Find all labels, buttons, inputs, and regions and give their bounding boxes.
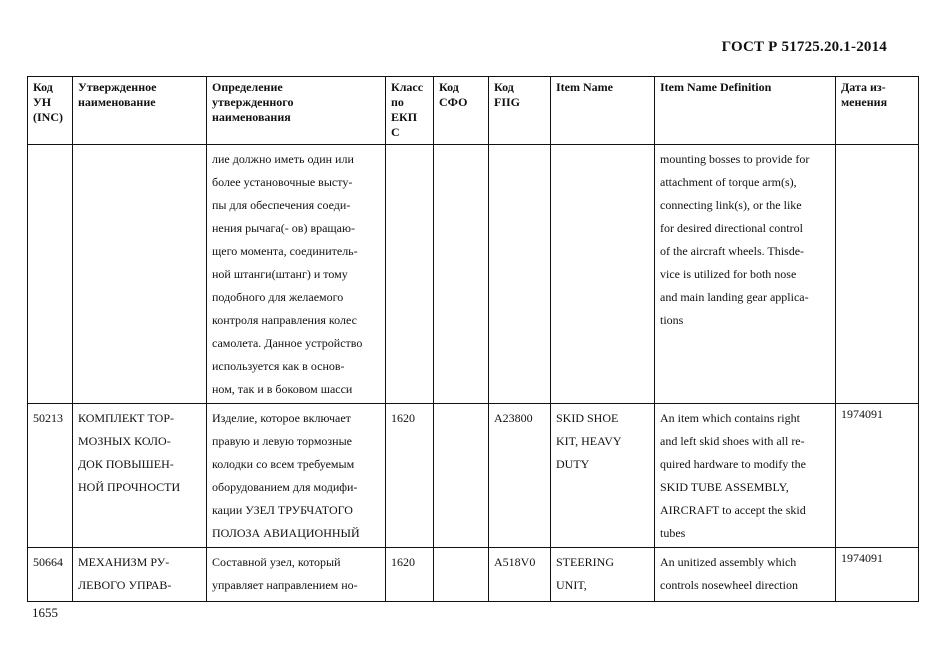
text-line: vice is utilized for both nose	[660, 267, 797, 281]
text-line: оборудованием для модифи-	[212, 480, 358, 494]
text-line: используется как в основ-	[212, 359, 345, 373]
cell-item-name-definition	[655, 145, 836, 404]
cell-item-name-definition	[655, 548, 836, 602]
text-line: An item which contains right	[660, 411, 800, 425]
table-row	[28, 548, 919, 602]
text-line: connecting link(s), or the like	[660, 198, 802, 212]
text-line: щего момента, соединитель-	[212, 244, 358, 258]
cell-item-name	[551, 145, 655, 404]
cell-change-date	[836, 145, 919, 404]
text-line: tions	[660, 313, 684, 327]
column-header-name-definition	[207, 77, 386, 145]
text-line: An unitized assembly which	[660, 555, 797, 569]
text-line: quired hardware to modify the	[660, 457, 806, 471]
table-row	[28, 145, 919, 404]
text-line: наименование	[78, 95, 156, 109]
text-line: менения	[841, 95, 888, 109]
cell-approved-name	[73, 548, 207, 602]
text-line: утвержденного	[212, 95, 294, 109]
document-code: ГОСТ Р 51725.20.1-2014	[721, 39, 887, 55]
column-header-item-name	[551, 77, 655, 145]
text-line: Код	[33, 80, 53, 94]
text-line: МЕХАНИЗМ РУ-	[78, 555, 170, 569]
cell-fiig-code: A518V0	[489, 548, 551, 602]
text-line: подобного для желаемого	[212, 290, 344, 304]
table-header-row	[28, 77, 919, 145]
text-line: УН	[33, 95, 52, 109]
text-line: UNIT,	[556, 578, 587, 592]
text-line: ЕКП	[391, 110, 418, 124]
text-line: controls nosewheel direction	[660, 578, 798, 592]
column-header-change-date	[836, 77, 919, 145]
page-number: 1655	[32, 605, 58, 620]
text-line: по	[391, 95, 404, 109]
text-line: ДОК ПОВЫШЕН-	[78, 457, 174, 471]
text-line: SKID SHOE	[556, 411, 619, 425]
text-line: for desired directional control	[660, 221, 803, 235]
text-line: колодки со всем требуемым	[212, 457, 355, 471]
text-line: С	[391, 125, 400, 139]
text-line: лие должно иметь один или	[212, 152, 354, 166]
column-header-sfo-code	[434, 77, 489, 145]
text-line: Определение	[212, 80, 283, 94]
text-line: attachment of torque arm(s),	[660, 175, 797, 189]
cell-inc-code	[28, 145, 73, 404]
text-line: Изделие, которое включает	[212, 411, 351, 425]
cell-sfo-code	[434, 404, 489, 548]
text-line: AIRCRAFT to accept the skid	[660, 503, 806, 517]
cell-item-name	[551, 548, 655, 602]
cell-inc-code: 50664	[28, 548, 73, 602]
text-line: of the aircraft wheels. Thisde-	[660, 244, 805, 258]
column-header-ekps-class	[386, 77, 434, 145]
text-line: STEERING	[556, 555, 614, 569]
cell-ekps-class: 1620	[386, 404, 434, 548]
text-line: пы для обеспечения соеди-	[212, 198, 351, 212]
text-line: DUTY	[556, 457, 590, 471]
text-line: СФО	[439, 95, 468, 109]
column-header-item-name-definition	[655, 77, 836, 145]
table-row	[28, 404, 919, 548]
text-line: более установочные высту-	[212, 175, 353, 189]
text-line: нения рычага(- ов) вращаю-	[212, 221, 355, 235]
cell-name-definition	[207, 145, 386, 404]
text-line: Item Name Definition	[660, 80, 772, 94]
text-line: ПОЛОЗА АВИАЦИОННЫЙ	[212, 526, 360, 540]
cell-item-name	[551, 404, 655, 548]
text-line: and left skid shoes with all re-	[660, 434, 805, 448]
text-line: tubes	[660, 526, 686, 540]
text-line: самолета. Данное устройство	[212, 336, 363, 350]
cell-fiig-code	[489, 145, 551, 404]
text-line: SKID TUBE ASSEMBLY,	[660, 480, 789, 494]
text-line: наименования	[212, 110, 291, 124]
text-line: ЛЕВОГО УПРАВ-	[78, 578, 172, 592]
column-header-approved-name	[73, 77, 207, 145]
text-line: Составной узел, который	[212, 555, 341, 569]
text-line: НОЙ ПРОЧНОСТИ	[78, 480, 181, 494]
cell-change-date: 1974091	[836, 548, 919, 602]
cell-sfo-code	[434, 548, 489, 602]
cell-approved-name	[73, 145, 207, 404]
text-line: ном, так и в боковом шасси	[212, 382, 353, 396]
cell-change-date: 1974091	[836, 404, 919, 548]
text-line: FIIG	[494, 95, 521, 109]
text-line: управляет направлением но-	[212, 578, 358, 592]
cell-ekps-class: 1620	[386, 548, 434, 602]
text-line: Класс	[391, 80, 424, 94]
nomenclature-table	[27, 76, 919, 602]
cell-name-definition	[207, 404, 386, 548]
text-line: кации УЗЕЛ ТРУБЧАТОГО	[212, 503, 353, 517]
cell-name-definition	[207, 548, 386, 602]
text-line: and main landing gear applica-	[660, 290, 809, 304]
cell-item-name-definition	[655, 404, 836, 548]
column-header-inc-code	[28, 77, 73, 145]
text-line: МОЗНЫХ КОЛО-	[78, 434, 171, 448]
cell-fiig-code: A23800	[489, 404, 551, 548]
text-line: KIT, HEAVY	[556, 434, 622, 448]
text-line: Дата из-	[841, 80, 886, 94]
text-line: Код	[494, 80, 514, 94]
text-line: правую и левую тормозные	[212, 434, 352, 448]
column-header-fiig-code	[489, 77, 551, 145]
text-line: Код	[439, 80, 459, 94]
text-line: mounting bosses to provide for	[660, 152, 810, 166]
text-line: КОМПЛЕКТ ТОР-	[78, 411, 175, 425]
cell-sfo-code	[434, 145, 489, 404]
text-line: (INC)	[33, 110, 63, 124]
text-line: ной штанги(штанг) и тому	[212, 267, 348, 281]
text-line: Утвержденное	[78, 80, 157, 94]
cell-inc-code: 50213	[28, 404, 73, 548]
cell-approved-name	[73, 404, 207, 548]
cell-ekps-class	[386, 145, 434, 404]
text-line: Item Name	[556, 80, 613, 94]
text-line: контроля направления колес	[212, 313, 357, 327]
